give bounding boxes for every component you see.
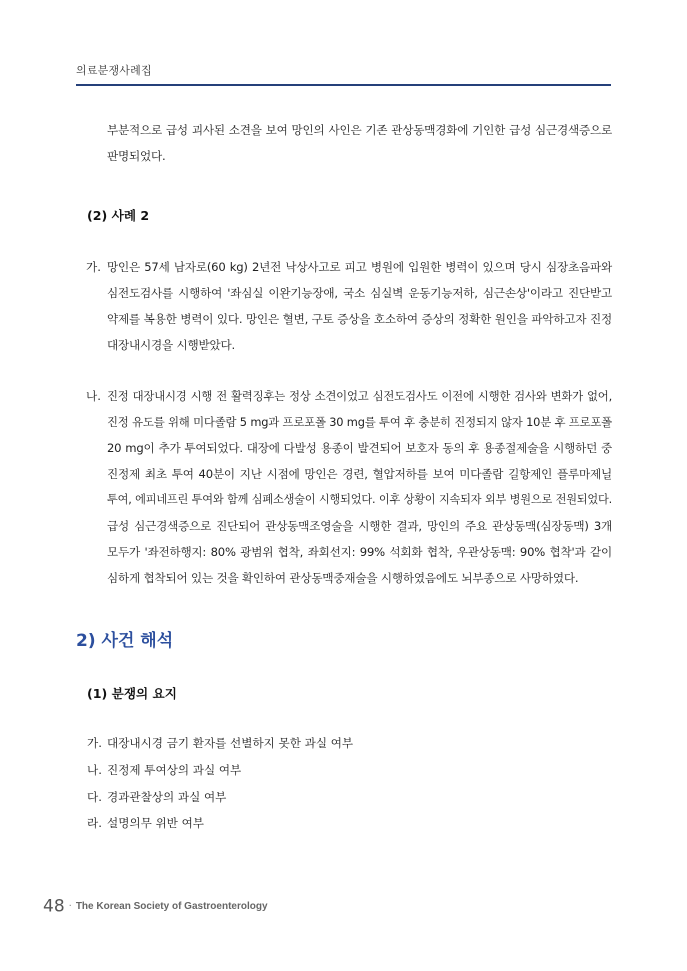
paragraph-line: 대장내시경을 시행받았다. bbox=[107, 338, 235, 352]
paragraph-line: 진정 유도를 위해 미다졸람 5 mg과 프로포폴 30 mg를 투여 후 충분히 진정되지 않자 10분 후 프로포폴 bbox=[107, 415, 612, 429]
intro-line: 판명되었다. bbox=[107, 149, 166, 163]
intro-line: 부분적으로 급성 괴사된 소견을 보여 망인의 사인은 기존 관상동맥경화에 기인한 급성 심근경색증으로 bbox=[107, 123, 612, 137]
list-marker: 라. bbox=[87, 816, 102, 830]
list-marker: 가. bbox=[87, 736, 102, 750]
paragraph-line: 약제를 복용한 병력이 있다. 망인은 혈변, 구토 증상을 호소하여 증상의 정확한 원인을 파악하고자 진정 bbox=[107, 312, 612, 326]
paragraph-line: 심전도검사를 시행하여 '좌심실 이완기능장애, 국소 심실벽 운동기능저하, 심근손상'이라고 진단받고 bbox=[107, 286, 612, 300]
case-2-item-a-paragraph bbox=[107, 254, 612, 358]
list-item-text: 진정제 투여상의 과실 여부 bbox=[107, 763, 242, 777]
footer-separator: · bbox=[68, 901, 72, 912]
list-marker: 나. bbox=[87, 763, 102, 777]
page-number: 48 bbox=[43, 896, 65, 917]
paragraph-line: 진정제 최초 투여 40분이 지난 시점에 망인은 경련, 혈압저하를 보여 미다졸람 길항제인 플루마제닐 bbox=[107, 467, 612, 481]
paragraph-line: 모두가 '좌전하행지: 80% 광범위 협착, 좌회선지: 99% 석회화 협착, 우관상동맥: 90% 협착'과 같이 bbox=[107, 545, 612, 559]
paragraph-line: 심하게 협착되어 있는 것을 확인하여 관상동맥중재술을 시행하였음에도 뇌부종으로 사망하였다. bbox=[107, 571, 579, 585]
case-2-item-b-marker: 나. bbox=[86, 389, 101, 403]
paragraph-line: 진정 대장내시경 시행 전 활력징후는 정상 소견이었고 심전도검사도 이전에 시행한 검사와 변화가 없어, bbox=[107, 389, 612, 403]
paragraph-line: 투여, 에피네프린 투여와 함께 심폐소생술이 시행되었다. 이후 상황이 지속되자 외부 병원으로 전원되었다. bbox=[107, 493, 612, 506]
list-item-text: 대장내시경 금기 환자를 선별하지 못한 과실 여부 bbox=[107, 736, 354, 750]
section-heading: 2) 사건 해석 bbox=[76, 631, 174, 651]
dispute-list-item bbox=[87, 735, 353, 751]
dispute-list-item bbox=[87, 815, 204, 831]
paragraph-line: 20 mg이 추가 투여되었다. 대장에 다발성 용종이 발견되어 보호자 동의 후 용종절제술을 시행하던 중 bbox=[107, 441, 612, 455]
paragraph-line: 급성 심근경색증으로 진단되어 관상동맥조영술을 시행한 결과, 망인의 주요 관상동맥(심장동맥) 3개 bbox=[107, 519, 612, 533]
list-item-text: 설명의무 위반 여부 bbox=[107, 816, 204, 830]
page-footer bbox=[43, 896, 268, 917]
list-marker: 다. bbox=[87, 790, 102, 804]
society-name: The Korean Society of Gastroenterology bbox=[75, 901, 268, 912]
case-2-item-b-paragraph bbox=[107, 383, 612, 591]
dispute-list-item bbox=[87, 762, 241, 778]
dispute-summary-heading: (1) 분쟁의 요지 bbox=[87, 686, 177, 701]
header-divider bbox=[76, 84, 611, 86]
list-item-text: 경과관찰상의 과실 여부 bbox=[107, 790, 227, 804]
running-header: 의료분쟁사례집 bbox=[76, 64, 152, 77]
case-2-item-a-marker: 가. bbox=[86, 260, 101, 274]
paragraph-line: 망인은 57세 남자로(60 kg) 2년전 낙상사고로 피고 병원에 입원한 병력이 있으며 당시 심장초음파와 bbox=[107, 260, 612, 274]
dispute-list-item bbox=[87, 789, 226, 805]
case-2-heading: (2) 사례 2 bbox=[87, 208, 150, 223]
intro-paragraph bbox=[107, 117, 612, 169]
